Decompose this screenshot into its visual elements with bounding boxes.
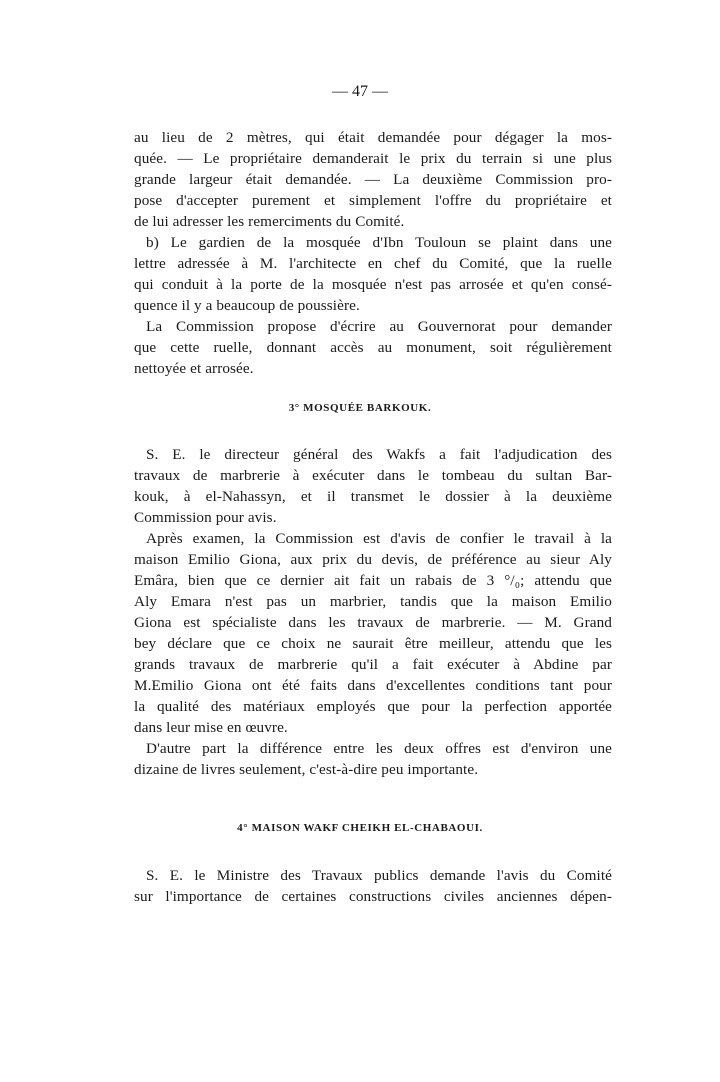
text-line: travaux de marbrerie à exécuter dans le tombeau du sultan Bar- xyxy=(134,467,612,484)
text-line: sur l'importance de certaines constructions civiles anciennes dépen- xyxy=(134,888,612,905)
text-line: de lui adresser les remerciments du Comité. xyxy=(134,213,405,230)
text-line: S. E. le directeur général des Wakfs a fait l'adjudication des xyxy=(146,446,612,463)
text-line: dizaine de livres seulement, c'est-à-dire peu importante. xyxy=(134,761,479,778)
text-line: La Commission propose d'écrire au Gouvernorat pour demander xyxy=(146,318,612,335)
text-line: lettre adressée à M. l'architecte en chef du Comité, que la ruelle xyxy=(134,255,612,272)
text-line: pose d'accepter purement et simplement l'offre du propriétaire et xyxy=(134,192,612,209)
text-line: dans leur mise en œuvre. xyxy=(134,719,288,736)
text-line: quée. — Le propriétaire demanderait le prix du terrain si une plus xyxy=(134,150,612,167)
text-line: kouk, à el-Nahassyn, et il transmet le dossier à la deuxième xyxy=(134,488,612,505)
text-line: Giona est spécialiste dans les travaux de marbrerie. — M. Grand xyxy=(134,614,612,631)
text-line: la qualité des matériaux employés que pour la perfection apportée xyxy=(134,698,612,715)
text-line: grande largeur était demandée. — La deuxième Commission pro- xyxy=(134,171,612,188)
section-heading: 3° MOSQUÉE BARKOUK. xyxy=(288,402,432,414)
text-line: quence il y a beaucoup de poussière. xyxy=(134,297,360,314)
text-line: maison Emilio Giona, aux prix du devis, de préférence au sieur Aly xyxy=(134,551,612,568)
text-line: nettoyée et arrosée. xyxy=(134,360,254,377)
text-line: b) Le gardien de la mosquée d'Ibn Touloun se plaint dans une xyxy=(146,234,612,251)
text-line: que cette ruelle, donnant accès au monument, soit régulièrement xyxy=(134,339,612,356)
text-line: Aly Emara n'est pas un marbrier, tandis que la maison Emilio xyxy=(134,593,612,610)
text-line: grands travaux de marbrerie qu'il a fait exécuter à Abdine par xyxy=(134,656,612,673)
text-line: M.Emilio Giona ont été faits dans d'excellentes conditions tant pour xyxy=(134,677,612,694)
text-line: Emâra, bien que ce dernier ait fait un rabais de 3 °/₀; attendu que xyxy=(134,572,612,589)
text-line: qui conduit à la porte de la mosquée n'est pas arrosée et qu'en consé- xyxy=(134,276,612,293)
page-number: — 47 — xyxy=(332,83,388,100)
section-heading: 4° MAISON WAKF CHEIKH EL-CHABAOUI. xyxy=(237,822,483,834)
text-line: au lieu de 2 mètres, qui était demandée pour dégager la mos- xyxy=(134,129,612,146)
text-line: Commission pour avis. xyxy=(134,509,277,526)
text-line: D'autre part la différence entre les deux offres est d'environ une xyxy=(146,740,612,757)
text-line: bey déclare que ce choix ne saurait être meilleur, attendu que les xyxy=(134,635,612,652)
text-line: S. E. le Ministre des Travaux publics demande l'avis du Comité xyxy=(146,867,612,884)
text-line: Après examen, la Commission est d'avis de confier le travail à la xyxy=(146,530,612,547)
